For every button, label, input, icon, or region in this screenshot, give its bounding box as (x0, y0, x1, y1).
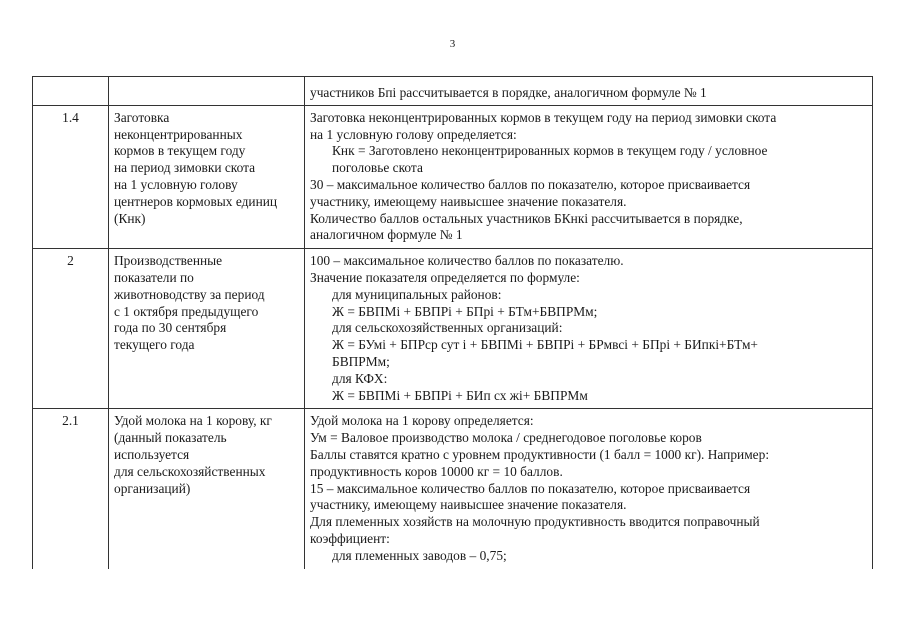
indicator-name-line: для сельскохозяйственных (114, 463, 266, 479)
description-line: 30 – максимальное количество баллов по показателю, которое присваивается (310, 176, 751, 192)
table-row-1-4 (33, 105, 873, 248)
description-line: участников Бпi рассчитывается в порядке, аналогичном формуле № 1 (310, 85, 707, 100)
calculation-description-cell (305, 77, 873, 106)
indicator-name-line: Удой молока на 1 корову, кг (114, 413, 272, 429)
formula-label-line: для муниципальных районов: (332, 286, 502, 302)
formula-line: поголовье скота (332, 160, 423, 176)
table-row-continuation (33, 77, 873, 106)
calculation-description-cell (305, 105, 873, 248)
formula-label-line: для КФХ: (332, 370, 388, 386)
description-line: Баллы ставятся кратно с уровнем продуктивности (1 балл = 1000 кг). Например: (310, 446, 770, 462)
table-body (33, 77, 873, 569)
formula-line: БВПРМм; (332, 353, 390, 369)
formula-line: Ум = Валовое производство молока / среднегодовое поголовье коров (310, 430, 702, 446)
indicator-name-cell (109, 249, 305, 409)
indicator-name-line: Заготовка (114, 109, 170, 125)
description-line: участнику, имеющему наивысшее значение показателя. (310, 497, 627, 513)
row-number-cell: 2 (33, 249, 109, 409)
indicator-name-line: центнеров кормовых единиц (114, 193, 278, 209)
description-line: на 1 условную голову определяется: (310, 126, 517, 142)
description-line: аналогичном формуле № 1 (310, 227, 463, 243)
indicator-name-line: с 1 октября предыдущего (114, 303, 259, 319)
description-line: Удой молока на 1 корову определяется: (310, 413, 534, 429)
page-number: 3 (449, 38, 456, 50)
indicator-name-line: на 1 условную голову (114, 176, 238, 192)
indicator-name-cell (109, 105, 305, 248)
row-number-cell: 1.4 (33, 105, 109, 248)
indicator-name-line: (данный показатель (114, 430, 227, 446)
description-line: Заготовка неконцентрированных кормов в текущем году на период зимовки скота (310, 109, 777, 125)
formula-line: Ж = БВПМi + БВПРi + БПрi + БТм+БВПРМм; (332, 303, 598, 319)
description-line: Значение показателя определяется по формуле: (310, 269, 580, 285)
description-line: продуктивность коров 10000 кг = 10 баллов. (310, 463, 563, 479)
description-line: участнику, имеющему наивысшее значение показателя. (310, 193, 627, 209)
indicator-name-line: (Кнк) (114, 210, 146, 226)
indicator-name-cell (109, 409, 305, 569)
description-line: для племенных заводов – 0,75; (332, 547, 507, 563)
description-line: 100 – максимальное количество баллов по показателю. (310, 253, 624, 269)
indicator-name-line: на период зимовки скота (114, 160, 256, 176)
formula-line: Кнк = Заготовлено неконцентрированных кормов в текущем году / условное (332, 143, 768, 159)
indicators-table (32, 76, 873, 569)
formula-line: Ж = БУмi + БПРср сут i + БВПМi + БВПРi + БРмвсi + БПрi + БИпкi+БТм+ (332, 337, 758, 353)
indicator-name-line: показатели по (114, 269, 194, 285)
indicator-name-line: кормов в текущем году (114, 143, 246, 159)
indicator-name-line: организаций) (114, 480, 191, 496)
row-number-cell: 2.1 (33, 409, 109, 569)
formula-label-line: для сельскохозяйственных организаций: (332, 320, 563, 336)
indicator-name-line: неконцентрированных (114, 126, 243, 142)
indicator-name-line: Производственные (114, 253, 223, 269)
indicator-name-line: года по 30 сентября (114, 320, 227, 336)
calculation-description-cell (305, 409, 873, 569)
indicator-name-line: животноводству за период (114, 286, 265, 302)
table-row-2 (33, 249, 873, 409)
description-line: Количество баллов остальных участников БКнкi рассчитывается в порядке, (310, 210, 743, 226)
description-line: 15 – максимальное количество баллов по показателю, которое присваивается (310, 480, 751, 496)
description-line: Для племенных хозяйств на молочную продуктивность вводится поправочный (310, 514, 760, 530)
row-number-cell (33, 77, 109, 106)
description-line: коэффициент: (310, 530, 390, 546)
formula-line: Ж = БВПМi + БВПРi + БИп сх жi+ БВПРМм (332, 387, 588, 403)
indicator-name-cell (109, 77, 305, 106)
indicator-name-line: используется (114, 446, 190, 462)
calculation-description-cell (305, 249, 873, 409)
indicator-name-line: текущего года (114, 337, 195, 353)
table-row-2-1 (33, 409, 873, 569)
